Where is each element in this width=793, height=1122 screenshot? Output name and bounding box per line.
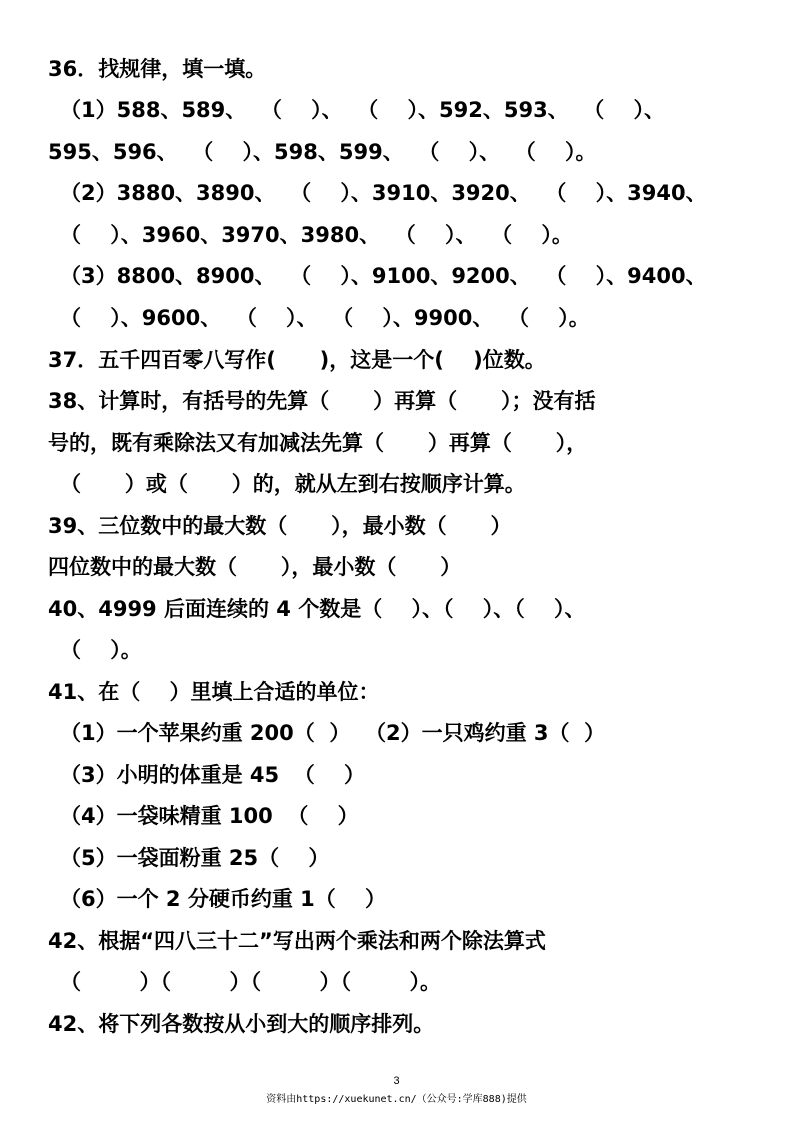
q38-line3: （ ）或（ ）的，就从左到右按顺序计算。	[60, 472, 526, 496]
q41-title: 41、在（ ）里填上合适的单位：	[48, 680, 380, 704]
q41-item-5: （5）一袋面粉重 25（ ）	[60, 846, 330, 870]
q40-line1: 40、4999 后面连续的 4 个数是（ ）、（ ）、（ ）、	[48, 597, 586, 621]
q36-part2-line2: （ ）、3960、3970、3980、 （ ）、 （ ）。	[60, 223, 573, 247]
q40-line2: （ ）。	[60, 638, 142, 662]
q36-part1-line1: （1）588、589、 （ ）、 （ ）、592、593、 （ ）、	[60, 98, 666, 122]
q36-title: 36．找规律，填一填。	[48, 57, 267, 81]
q38-line1: 38、计算时，有括号的先算（ ）再算（ ）；没有括	[48, 389, 596, 413]
q41-item-4: （4）一袋味精重 100 （ ）	[60, 804, 359, 828]
page-number: 3	[393, 1075, 400, 1087]
q41-item-3: （3）小明的体重是 45 （ ）	[60, 763, 366, 787]
q36-part1-line2: 595、596、 （ ）、598、599、 （ ）、 （ ）。	[48, 140, 597, 164]
q36-part3-line1: （3）8800、8900、 （ ）、9100、9200、 （ ）、9400、	[60, 264, 707, 288]
q41-item-6: （6）一个 2 分硬币约重 1（ ）	[60, 887, 387, 911]
q42a-line1: 42、根据“四八三十二”写出两个乘法和两个除法算式	[48, 929, 546, 953]
q36-part2-line1: （2）3880、3890、 （ ）、3910、3920、 （ ）、3940、	[60, 181, 707, 205]
q38-line2: 号的，既有乘除法又有加减法先算（ ）再算（ ），	[48, 431, 588, 455]
q42a-line2: （ ）（ ）（ ）（ ）。	[60, 970, 441, 994]
footer-source: 资料由https://xuekunet.cn/（公众号:学库888)提供	[266, 1094, 527, 1105]
q37: 37．五千四百零八写作( )，这是一个( )位数。	[48, 348, 546, 372]
q36-part3-line2: （ ）、9600、 （ ）、 （ ）、9900、 （ ）。	[60, 306, 590, 330]
q42b-title: 42、将下列各数按从小到大的顺序排列。	[48, 1012, 435, 1036]
q39-line1: 39、三位数中的最大数（ ），最小数（ ）	[48, 514, 512, 538]
q41-items-1-2: （1）一个苹果约重 200（ ） （2）一只鸡约重 3（ ）	[60, 721, 606, 745]
q39-line2: 四位数中的最大数（ ），最小数（ ）	[48, 555, 462, 579]
